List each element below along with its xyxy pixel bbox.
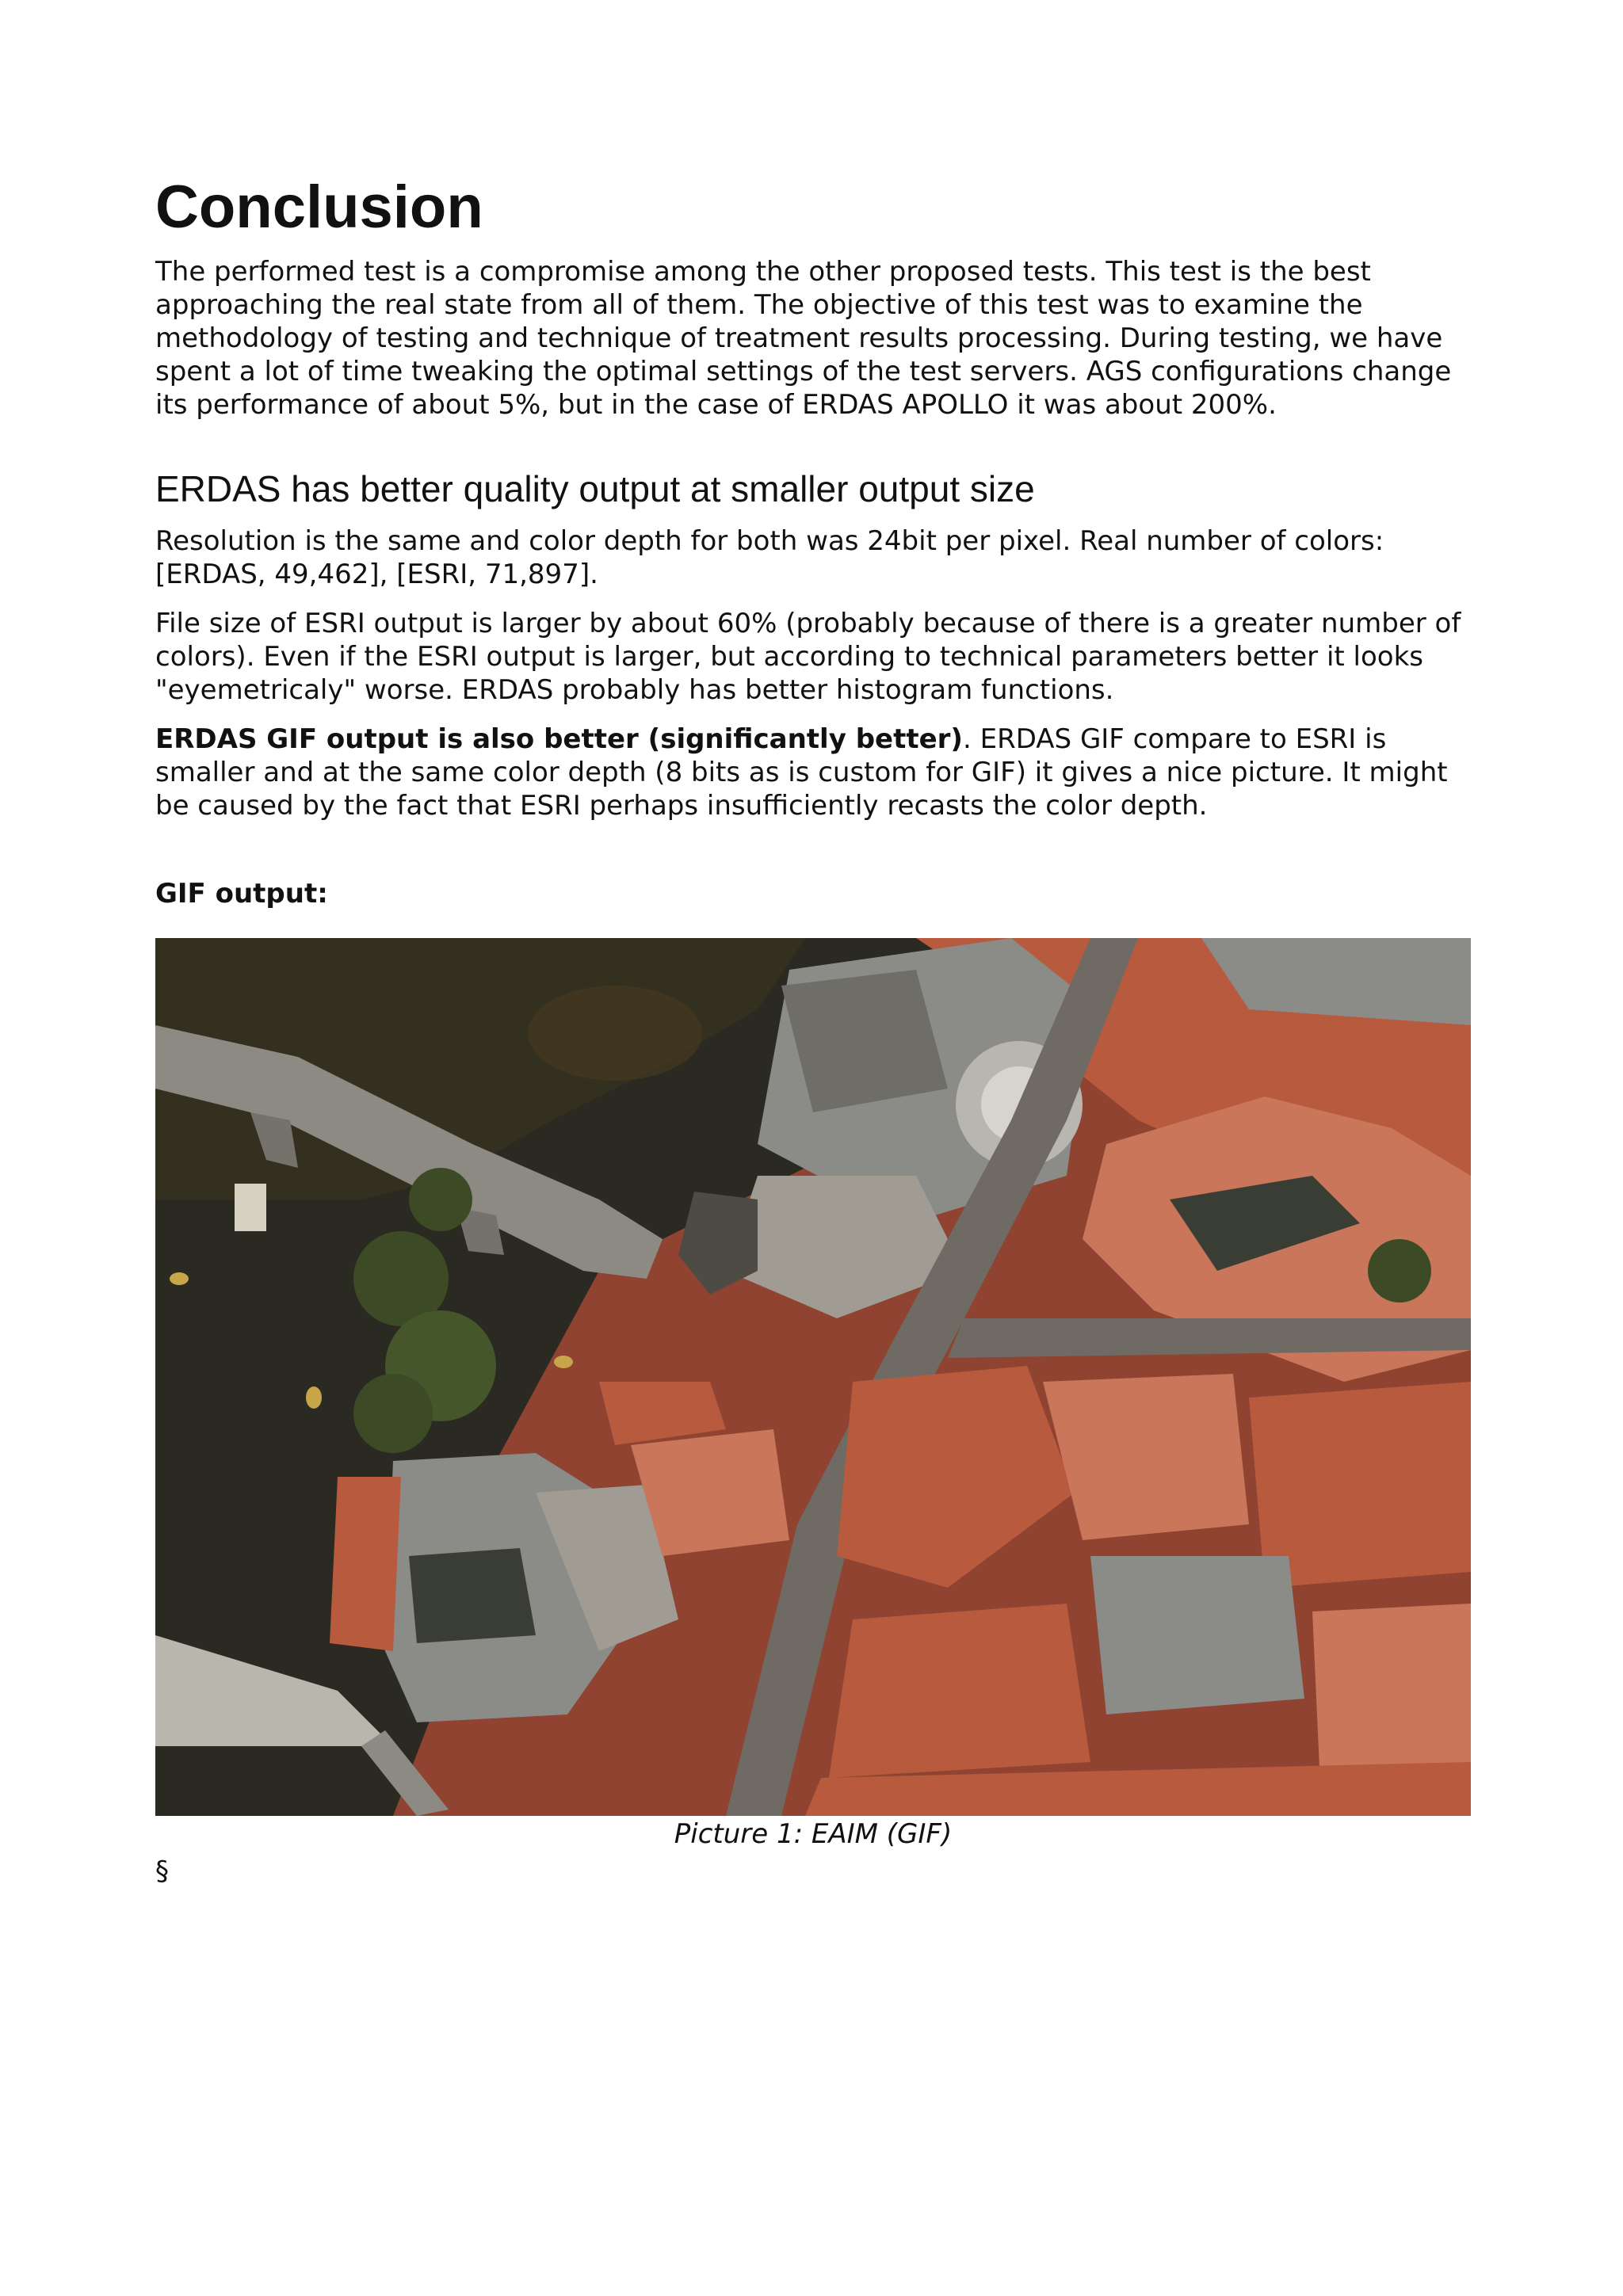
resolution-paragraph: Resolution is the same and color depth for both was 24bit per pixel. Real number of colors: [ERDAS, 49,462], [ESRI, 71,897]. — [155, 524, 1384, 590]
document-page — [155, 176, 1471, 1887]
figure-caption: Picture 1: EAIM (GIF) — [674, 1817, 953, 1850]
intro-paragraph: The performed test is a compromise among the other proposed tests. This test is the best approaching the real state from all of them. The objective of this test was to examine the methodology of testing and technique of treatment results processing. During testing, we have spent a lot of time tweaking the optimal settings of the test servers. AGS configurations change its performance of about 5%, but in the case of ERDAS APOLLO it was about 200%. — [155, 255, 1452, 421]
section-mark: § — [155, 1855, 169, 1887]
aerial-photo-figure — [155, 938, 1471, 1816]
page-title: Conclusion — [155, 174, 483, 241]
gif-paragraph — [155, 723, 1471, 822]
gif-paragraph-bold: ERDAS GIF output is also better (significantly better) — [155, 723, 963, 755]
gif-paragraph-text: . ERDAS GIF compare to ESRI is smaller and at the same color depth (8 bits as is custom for GIF) it gives a nice picture. It might be caused by the fact that ESRI perhaps insufficiently recasts the color depth. — [155, 723, 1448, 822]
filesize-paragraph: File size of ESRI output is larger by about 60% (probably because of there is a greater number of colors). Even if the ESRI output is larger, but according to technical parameters better it looks "eyemetricaly" worse. ERDAS probably has better histogram functions. — [155, 607, 1461, 706]
aerial-photo — [155, 938, 1471, 1816]
section-heading: ERDAS has better quality output at smaller output size — [155, 467, 1035, 509]
gif-output-label: GIF output: — [155, 877, 328, 910]
